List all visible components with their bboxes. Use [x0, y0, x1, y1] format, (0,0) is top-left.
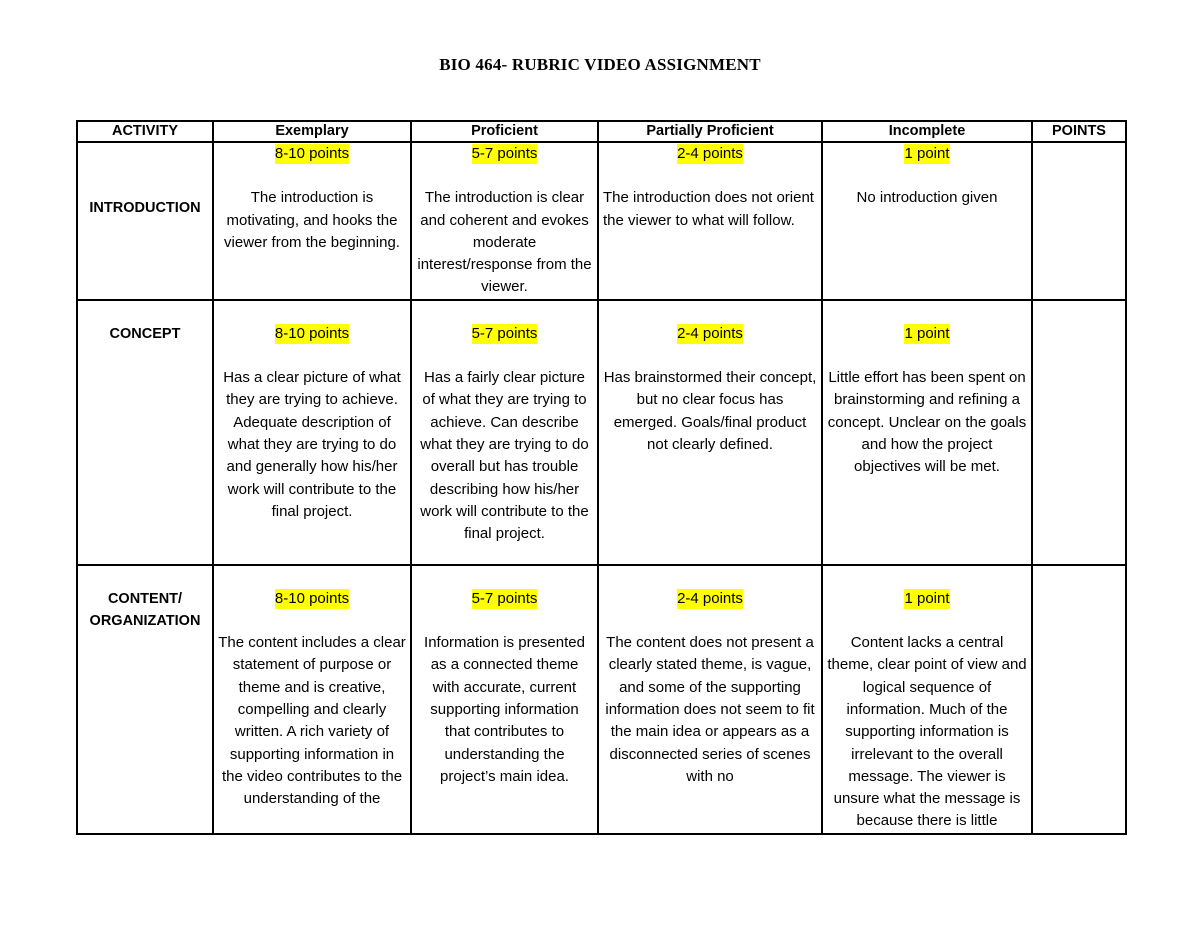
activity-cell: [77, 565, 213, 834]
criteria-text: The content does not present a clearly stated theme, is vague, and some of the supporting information does not seem to fit the main idea or appears as a disconnected series of scenes with no: [605, 634, 815, 785]
rubric-cell-proficient: [411, 142, 598, 300]
rubric-cell-exemplary: [213, 142, 411, 300]
points-score-cell[interactable]: [1032, 300, 1126, 565]
points-badge: 1 point: [904, 324, 950, 342]
points-score-cell[interactable]: [1032, 565, 1126, 834]
points-badge: 5-7 points: [471, 145, 538, 162]
points-badge: 5-7 points: [471, 324, 538, 342]
rubric-cell-exemplary: [213, 300, 411, 565]
header-row: [77, 121, 1126, 142]
criteria-text: The content includes a clear statement of purpose or theme and is creative, compelling and clearly written. A rich variety of supporting information in the video contributes to the understanding of the: [218, 634, 406, 808]
rubric-cell-exemplary: [213, 565, 411, 834]
activity-label: INTRODUCTION: [89, 200, 201, 216]
points-badge: 2-4 points: [677, 145, 743, 162]
rubric-cell-incomplete: [822, 142, 1032, 300]
rubric-cell-incomplete: [822, 300, 1032, 565]
header-exemplary: Exemplary: [213, 121, 411, 142]
rubric-cell-proficient: [411, 565, 598, 834]
criteria-text: Has brainstormed their concept, but no clear focus has emerged. Goals/final product not clearly defined.: [603, 369, 817, 453]
points-badge: 8-10 points: [274, 589, 350, 607]
activity-cell: [77, 142, 213, 300]
criteria-text: Has a fairly clear picture of what they are trying to achieve. Can describe what they are trying to do overall but has trouble describing how his/her work will contribute to the final project.: [420, 369, 589, 543]
points-badge: 8-10 points: [274, 324, 350, 342]
points-badge: 2-4 points: [677, 324, 743, 342]
points-score-cell[interactable]: [1032, 142, 1126, 300]
points-badge: 5-7 points: [471, 589, 538, 607]
points-badge: 8-10 points: [274, 145, 350, 162]
rubric-table: [76, 120, 1127, 835]
points-badge: 2-4 points: [677, 589, 743, 607]
rubric-cell-partially-proficient: [598, 565, 822, 834]
points-badge: 1 point: [904, 589, 950, 607]
table-row-introduction: [77, 142, 1126, 300]
criteria-text: Information is presented as a connected theme with accurate, current supporting information that contributes to understanding the project’s main idea.: [424, 634, 585, 785]
table-row-concept: [77, 300, 1126, 565]
activity-label: CONTENT/ ORGANIZATION: [89, 590, 201, 630]
criteria-text: No introduction given: [856, 189, 998, 207]
activity-label: CONCEPT: [109, 325, 181, 342]
header-points: POINTS: [1032, 121, 1126, 142]
criteria-text: Content lacks a central theme, clear point of view and logical sequence of information. Much of the supporting information is irrelevant to the overall message. The viewer is unsure what the message is because there is little: [827, 634, 1027, 830]
criteria-text: Has a clear picture of what they are trying to achieve. Adequate description of what they are trying to do and generally how his/her work will contribute to the final project.: [223, 369, 401, 520]
header-partially-proficient: Partially Proficient: [598, 121, 822, 142]
rubric-cell-proficient: [411, 300, 598, 565]
header-proficient: Proficient: [411, 121, 598, 142]
criteria-text: Little effort has been spent on brainstorming and refining a concept. Unclear on the goals and how the project objectives will be met.: [827, 369, 1027, 476]
rubric-cell-partially-proficient: [598, 300, 822, 565]
header-incomplete: Incomplete: [822, 121, 1032, 142]
activity-cell: [77, 300, 213, 565]
criteria-text: The introduction does not orient the viewer to what will follow.: [603, 189, 814, 229]
criteria-text: The introduction is clear and coherent and evokes moderate interest/response from the viewer.: [417, 189, 592, 296]
rubric-cell-partially-proficient: [598, 142, 822, 300]
table-row-content-organization: [77, 565, 1126, 834]
document-title: BIO 464- RUBRIC VIDEO ASSIGNMENT: [439, 55, 761, 74]
points-badge: 1 point: [904, 145, 950, 162]
header-activity: ACTIVITY: [77, 121, 213, 142]
rubric-cell-incomplete: [822, 565, 1032, 834]
criteria-text: The introduction is motivating, and hooks the viewer from the beginning.: [224, 189, 400, 251]
